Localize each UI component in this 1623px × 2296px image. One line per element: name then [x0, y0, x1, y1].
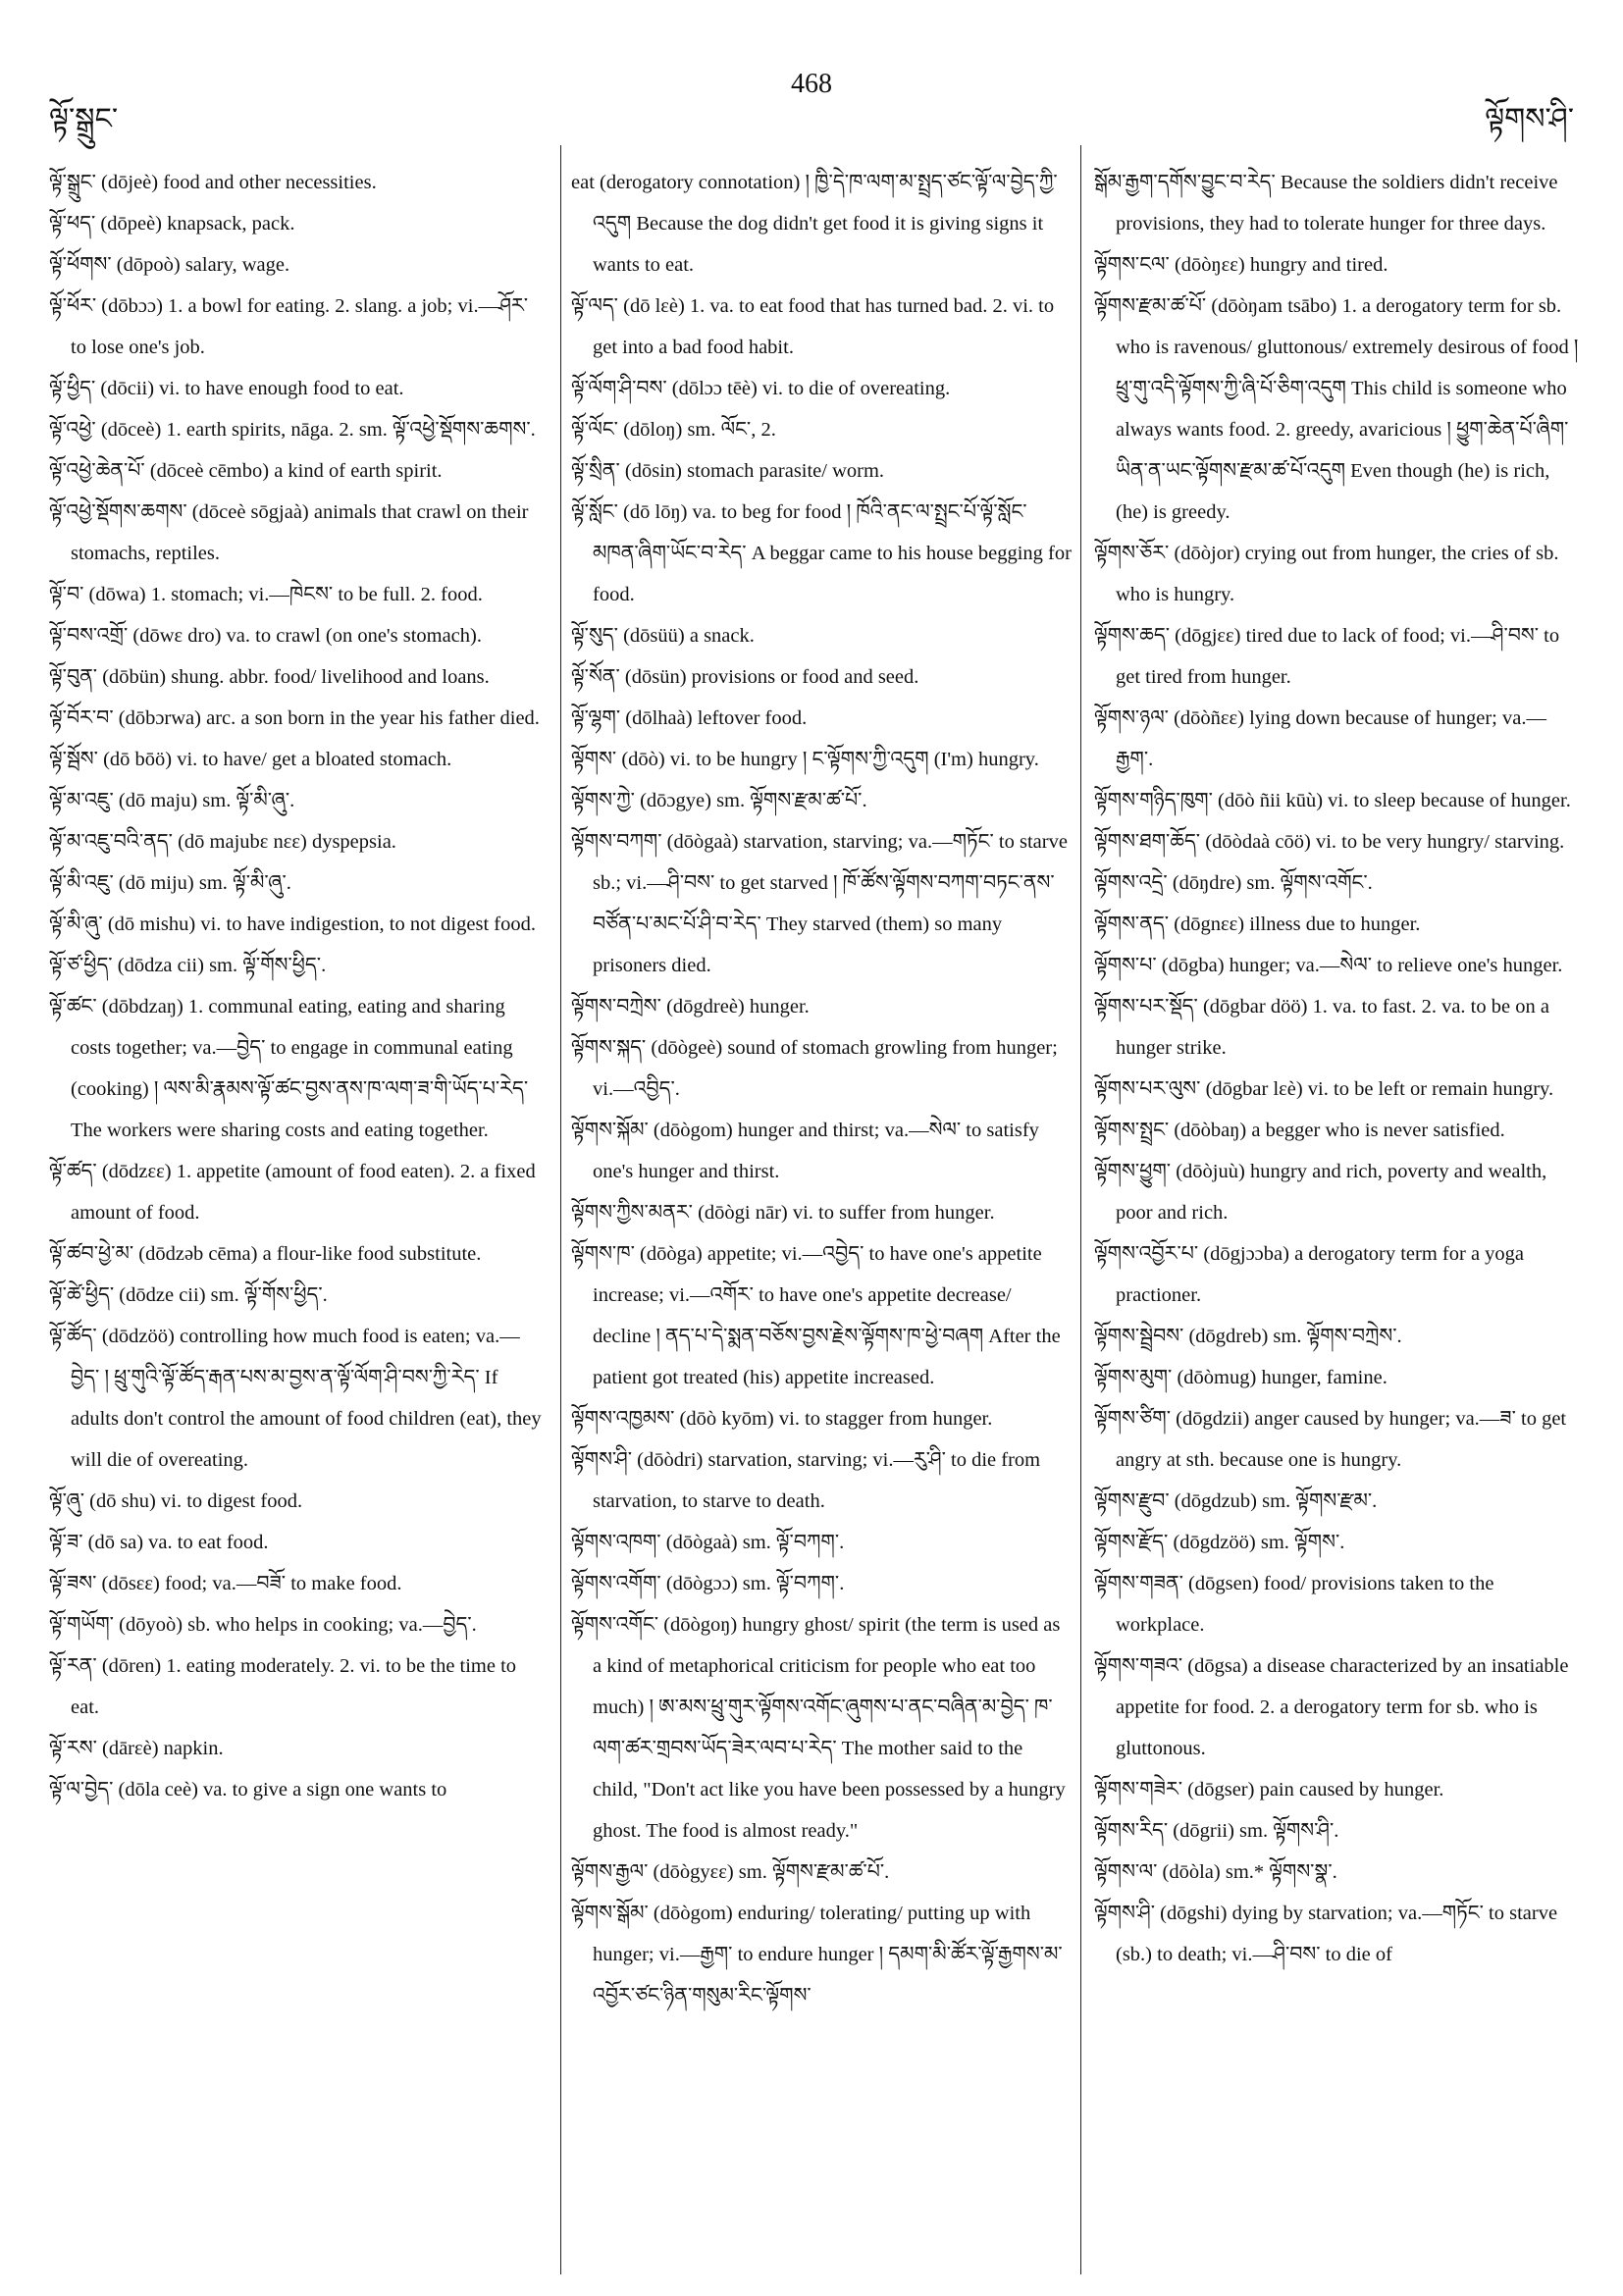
dictionary-entry: ལྟོ་འཕྱེ་ (dōceè) 1. earth spirits, nāga. 2. sm. ལྟོ་འཕྱེ་སྡོགས་ཆགས་.: [49, 419, 536, 441]
dictionary-entry: ལྟོ་སྦོས་ (dō bōö) vi. to have/ get a bloated stomach.: [49, 749, 452, 770]
dictionary-entry: ལྟོགས་གཉིད་ཁུག་ (dōò ñii kūù) vi. to sleep because of hunger.: [1094, 790, 1571, 811]
dictionary-entry: ལྟོགས་འཁག་ (dōògaà) sm. ལྟོ་བཀག་.: [571, 1532, 845, 1553]
dictionary-entry: ལྟོགས་ནད་ (dōgnεε) illness due to hunger.: [1094, 913, 1421, 935]
dictionary-entry: ལྟོ་ལོག་ཤི་བས་ (dōlɔɔ tēè) vi. to die of overeating.: [571, 378, 951, 399]
dictionary-entry: སྒོམ་རྒྱག་དགོས་བྱུང་བ་རེད་ Because the soldiers didn't receive provisions, they had to tolerate hunger for three days.: [1094, 172, 1558, 235]
dictionary-entry: ལྟོ་ལད་ (dō lεè) 1. va. to eat food that has turned bad. 2. vi. to get into a bad food habit.: [571, 295, 1055, 358]
dictionary-entry: ལྟོགས་འབྱོར་པ་ (dōgjɔɔba) a derogatory term for a yoga practioner.: [1094, 1243, 1525, 1306]
dictionary-entry: ལྟོགས་པ་ (dōgba) hunger; va.—སེལ་ to relieve one's hunger.: [1094, 955, 1563, 976]
dictionary-entry: ལྟོགས་སྦྲེབས་ (dōgdreb) sm. ལྟོགས་བཀྲེས་.: [1094, 1326, 1402, 1347]
dictionary-entry: ལྟོགས་གཟེར་ (dōgser) pain caused by hunger.: [1094, 1779, 1444, 1800]
dictionary-entry: ལྟོ་བ་ (dōwa) 1. stomach; vi.—ཁེངས་ to be full. 2. food.: [49, 584, 483, 605]
dictionary-entry: ལྟོ་ལྷག་ (dōlhaà) leftover food.: [571, 707, 808, 729]
dictionary-entry: ལྟོ་མི་ཞུ་ (dō mishu) vi. to have indigestion, to not digest food.: [49, 913, 536, 935]
column-middle: [571, 162, 1072, 2262]
dictionary-entry: ལྟོགས་ལ་ (dōòla) sm.* ལྟོགས་སྣ་.: [1094, 1861, 1337, 1883]
dictionary-entry: ལྟོགས་ཙིག་ (dōgdzii) anger caused by hunger; va.—ཟ་ to get angry at sth. because one is hungry.: [1094, 1408, 1567, 1471]
dictionary-entry: ལྟོགས་སྐོམ་ (dōògom) hunger and thirst; va.—སེལ་ to satisfy one's hunger and thirst.: [571, 1120, 1039, 1182]
dictionary-entry: ལྟོ་ཙ་ཕྱིད་ (dōdza cii) sm. ལྟོ་གོས་ཕྱིད་.: [49, 955, 327, 976]
dictionary-entry: ལྟོགས་ཐག་ཆོད་ (dōòdaà cōö) vi. to be very hungry/ starving.: [1094, 831, 1565, 853]
dictionary-entry: eat (derogatory connotation) ། ཁྱི་དེ་ཁ་ལག་མ་སྤྲད་ཙང་ལྟོ་ལ་བྱེད་ཀྱི་འདུག Because the dog didn't get food it is giving signs it wants to eat.: [571, 172, 1058, 276]
dictionary-entry: ལྟོགས་རིད་ (dōgrii) sm. ལྟོགས་ཤི་.: [1094, 1820, 1339, 1842]
dictionary-entry: ལྟོགས་འགོག་ (dōògɔɔ) sm. ལྟོ་བཀག་.: [571, 1573, 845, 1594]
dictionary-entry: ལྟོ་རས་ (dārεè) napkin.: [49, 1738, 224, 1759]
dictionary-entry: ལྟོ་འཕྱེ་ཆེན་པོ་ (dōceè cēmbo) a kind of earth spirit.: [49, 460, 443, 482]
column-left: [49, 162, 545, 2262]
dictionary-entry: ལྟོ་ཚེ་ཕྱིད་ (dōdze cii) sm. ལྟོ་གོས་ཕྱིད་.: [49, 1284, 328, 1306]
dictionary-entry: ལྟོ་སྒྲུང་ (dōjeè) food and other necessities.: [49, 172, 377, 193]
dictionary-entry: ལྟོགས་རྫོད་ (dōgdzöö) sm. ལྟོགས་.: [1094, 1532, 1345, 1553]
dictionary-entry: ལྟོགས་སྐད་ (dōògeè) sound of stomach growling from hunger; vi.—འབྱིད་.: [571, 1037, 1058, 1100]
dictionary-entry: ལྟོགས་འཁྱམས་ (dōò kyōm) vi. to stagger from hunger.: [571, 1408, 993, 1430]
dictionary-entry: ལྟོགས་འགོང་ (dōògoŋ) hungry ghost/ spirit (the term is used as a kind of metaphorical criticism for people who eat too much) ། ཨ་མས་ཕྲུ་གུར་ལྟོགས་འགོང་ཞུགས་པ་ནང་བཞིན་མ་བྱེད་ ཁ་ལག་ཚར་གྲབས་ཡོད་ཟེར་ལབ་པ་རེད་ The mother said to the child, "Don't act like you have been possessed by a hungry ghost. The food is almost ready.": [571, 1614, 1066, 1842]
dictionary-entry: ལྟོགས་བཀྲེས་ (dōgdreè) hunger.: [571, 996, 810, 1018]
dictionary-entry: ལྟོ་གཡོག་ (dōyoò) sb. who helps in cooking; va.—བྱེད་.: [49, 1614, 477, 1636]
dictionary-entry: ལྟོགས་ཅོར་ (dōòjor) crying out from hunger, the cries of sb. who is hungry.: [1094, 543, 1559, 605]
dictionary-entry: ལྟོ་ཕོགས་ (dōpoò) salary, wage.: [49, 254, 290, 276]
dictionary-entry: ལྟོ་ཟས་ (dōsεε) food; va.—བཟོ་ to make food.: [49, 1573, 402, 1594]
dictionary-entry: ལྟོགས་འདྲེ་ (dōŋdre) sm. ལྟོགས་འགོང་.: [1094, 872, 1373, 894]
dictionary-entry: ལྟོགས་ཁ་ (dōòga) appetite; vi.—འབྱེད་ to have one's appetite increase; vi.—འགོར་ to have one's appetite decrease/ decline ། ནད་པ་དེ་སྨན་བཅོས་བྱས་རྗེས་ལྟོགས་ཁ་ཕྱེ་བཞག After the patient got treated (his) appetite increased.: [571, 1243, 1061, 1388]
left-running-headword: ལྟོ་སྒྲུང་: [49, 102, 119, 136]
dictionary-entry: ལྟོགས་རྫམ་ཚ་པོ་ (dōòŋam tsābo) 1. a derogatory term for sb. who is ravenous/ gluttonous/ extremely desirous of food ། ཕྲུ་གུ་འདི་ལྟོགས་ཀྱི་ཞི་པོ་ཅིག་འདུག This child is someone who always wants food. 2. greedy, avaricious ། ཕྱུག་ཆེན་པོ་ཞིག་ཡིན་ན་ཡང་ལྟོགས་རྫམ་ཚ་པོ་འདུག Even though (he) is rich, (he) is greedy.: [1094, 295, 1579, 523]
dictionary-entry: ལྟོ་མ་འཇུ་ (dō maju) sm. ལྟོ་མི་ཞུ་.: [49, 790, 295, 811]
right-running-headword: ལྟོགས་ཤི་: [1485, 102, 1574, 136]
dictionary-entry: ལྟོ་སུད་ (dōsüü) a snack.: [571, 625, 755, 647]
dictionary-entry: ལྟོགས་མུག་ (dōòmug) hunger, famine.: [1094, 1367, 1387, 1388]
dictionary-entry: ལྟོ་ཕོར་ (dōbɔɔ) 1. a bowl for eating. 2. slang. a job; vi.—ཤོར་ to lose one's job.: [49, 295, 529, 358]
dictionary-entry: ལྟོགས་སྤྲང་ (dōòbaŋ) a begger who is never satisfied.: [1094, 1120, 1505, 1141]
dictionary-body: [49, 162, 1580, 2262]
dictionary-entry: ལྟོགས་བཀག་ (dōògaà) starvation, starving; va.—གཏོང་ to starve sb.; vi.—ཤི་བས་ to get starved ། ཁོ་ཚོས་ལྟོགས་བཀག་བཏང་ནས་བཙོན་པ་མང་པོ་ཤི་བ་རེད་ They starved (them) so many prisoners died.: [571, 831, 1068, 976]
dictionary-entry: ལྟོ་ཚོད་ (dōdzöö) controlling how much food is eaten; va.—བྱེད་ ། ཕྲུ་གུའི་ལྟོ་ཚོད་རྒན་པས་མ་བྱས་ན་ལྟོ་ལོག་ཤི་བས་ཀྱི་རེད་ If adults don't control the amount of food children (eat), they will die of overeating.: [49, 1326, 542, 1471]
dictionary-entry: ལྟོ་ཚང་ (dōbdzaŋ) 1. communal eating, eating and sharing costs together; va.—བྱེད་ to engage in communal eating (cooking) ། ལས་མི་རྣམས་ལྟོ་ཚང་བྱས་ནས་ཁ་ལག་ཟ་གི་ཡོད་པ་རེད་ The workers were sharing costs and eating together.: [49, 996, 529, 1141]
dictionary-entry: ལྟོ་ཞུ་ (dō shu) vi. to digest food.: [49, 1490, 303, 1512]
dictionary-entry: ལྟོ་བུན་ (dōbün) shung. abbr. food/ livelihood and loans.: [49, 666, 490, 688]
dictionary-entry: ལྟོ་མི་འཇུ་ (dō miju) sm. ལྟོ་མི་ཞུ་.: [49, 872, 291, 894]
dictionary-entry: ལྟོགས་གཟན་ (dōgsen) food/ provisions taken to the workplace.: [1094, 1573, 1494, 1636]
dictionary-entry: ལྟོགས་ཀྱེ་ (dōɔgye) sm. ལྟོགས་རྫམ་ཚ་པོ་.: [571, 790, 867, 811]
dictionary-entry: ལྟོགས་ངལ་ (dōòŋεε) hungry and tired.: [1094, 254, 1388, 276]
dictionary-entry: ལྟོ་མ་འཇུ་བའི་ནད་ (dō majubε nεε) dyspepsia.: [49, 831, 396, 853]
column-right: [1094, 162, 1580, 2262]
page-number: 468: [791, 69, 832, 99]
dictionary-entry: ལྟོ་ཚབ་ཕྱེ་མ་ (dōdzəb cēma) a flour-like food substitute.: [49, 1243, 482, 1265]
dictionary-entry: ལྟོ་འཕྱེ་སྡོགས་ཆགས་ (dōceè sōgjaà) animals that crawl on their stomachs, reptiles.: [49, 501, 529, 564]
dictionary-entry: ལྟོགས་ཤི་ (dōòdri) starvation, starving; vi.—རུ་ཤི་ to die from starvation, to starve to death.: [571, 1449, 1041, 1512]
dictionary-entry: ལྟོ་རན་ (dōren) 1. eating moderately. 2. vi. to be the time to eat.: [49, 1655, 517, 1718]
dictionary-entry: ལྟོགས་རྫུབ་ (dōgdzub) sm. ལྟོགས་རྫམ་.: [1094, 1490, 1378, 1512]
page-header: [49, 69, 1574, 136]
dictionary-entry: ལྟོགས་ཆད་ (dōgjεε) tired due to lack of food; vi.—ཤི་བས་ to get tired from hunger.: [1094, 625, 1560, 688]
dictionary-entry: ལྟོ་ལ་བྱེད་ (dōla ceè) va. to give a sign one wants to: [49, 1779, 447, 1800]
dictionary-entry: ལྟོགས་ཉལ་ (dōòñεε) lying down because of hunger; va.—རྒྱག་.: [1094, 707, 1546, 770]
dictionary-entry: ལྟོ་ཚད་ (dōdzεε) 1. appetite (amount of food eaten). 2. a fixed amount of food.: [49, 1161, 536, 1224]
dictionary-entry: ལྟོགས་གཟའ་ (dōgsa) a disease characterized by an insatiable appetite for food. 2. a derogatory term for sb. who is gluttonous.: [1094, 1655, 1569, 1759]
dictionary-entry: ལྟོགས་པར་ལུས་ (dōgbar lεè) vi. to be left or remain hungry.: [1094, 1078, 1554, 1100]
dictionary-entry: ལྟོ་བོར་བ་ (dōbɔrwa) arc. a son born in the year his father died.: [49, 707, 540, 729]
dictionary-entry: ལྟོགས་ཕྱུག་ (dōòjuù) hungry and rich, poverty and wealth, poor and rich.: [1094, 1161, 1547, 1224]
dictionary-entry: ལྟོ་ཕྱིད་ (dōcii) vi. to have enough food to eat.: [49, 378, 404, 399]
dictionary-entry: ལྟོ་སློང་ (dō lōŋ) va. to beg for food ། ཁོའི་ནང་ལ་སྤྲང་པོ་ལྟོ་སློང་མཁན་ཞིག་ཡོང་བ་རེད་ A beggar came to his house begging for food.: [571, 501, 1072, 605]
dictionary-entry: ལྟོ་སྲིན་ (dōsin) stomach parasite/ worm.: [571, 460, 885, 482]
dictionary-entry: ལྟོ་ལོང་ (dōloŋ) sm. ལོང་, 2.: [571, 419, 776, 441]
dictionary-entry: ལྟོགས་ཤི་ (dōgshi) dying by starvation; va.—གཏོང་ to starve (sb.) to death; vi.—ཤི་བས་ to die of: [1094, 1903, 1558, 1965]
dictionary-entry: ལྟོ་ཕད་ (dōpeè) knapsack, pack.: [49, 213, 295, 235]
dictionary-entry: ལྟོགས་ (dōò) vi. to be hungry ། ང་ལྟོགས་ཀྱི་འདུག (I'm) hungry.: [571, 749, 1039, 770]
dictionary-entry: ལྟོགས་པར་སྡོད་ (dōgbar döö) 1. va. to fast. 2. va. to be on a hunger strike.: [1094, 996, 1549, 1059]
dictionary-entry: ལྟོ་ཟ་ (dō sa) va. to eat food.: [49, 1532, 269, 1553]
dictionary-entry: ལྟོ་བས་འགྲོ་ (dōwɛ dro) va. to crawl (on one's stomach).: [49, 625, 482, 647]
dictionary-entry: ལྟོགས་རྒྱལ་ (dōògyεε) sm. ལྟོགས་རྫམ་ཚ་པོ་.: [571, 1861, 890, 1883]
dictionary-entry: ལྟོགས་སྒོམ་ (dōògom) enduring/ tolerating/ putting up with hunger; vi.—རྒྱག་ to endure hunger ། དམག་མི་ཚོར་ལྟོ་རྒྱགས་མ་འབྱོར་ཙང་ཉིན་གསུམ་རིང་ལྟོགས་: [571, 1903, 1063, 2007]
dictionary-entry: ལྟོགས་ཀྱིས་མནར་ (dōògi nār) vi. to suffer from hunger.: [571, 1202, 995, 1224]
dictionary-entry: ལྟོ་སོན་ (dōsün) provisions or food and seed.: [571, 666, 919, 688]
